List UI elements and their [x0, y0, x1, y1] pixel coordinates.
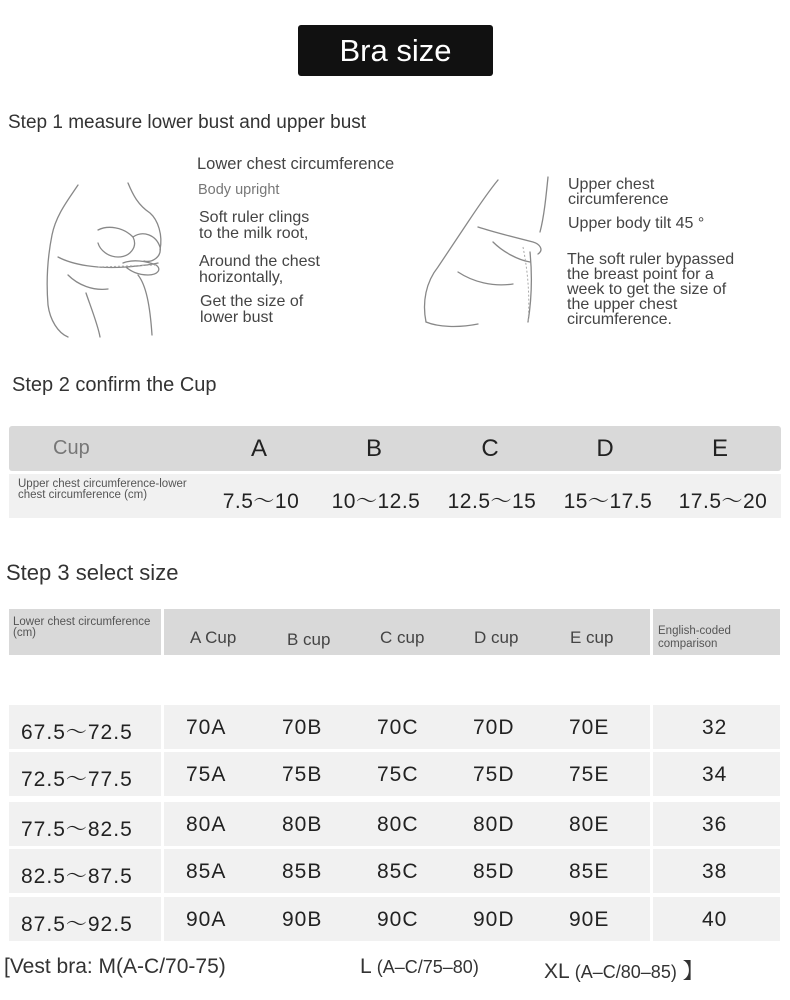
- lower-subtitle: Body upright: [198, 182, 280, 198]
- size-header-col0: [9, 609, 161, 655]
- upper-title-a: Upper chest: [568, 176, 655, 193]
- lower-line3b: lower bust: [200, 309, 273, 326]
- upper-desc-b: the breast point for a: [567, 266, 714, 283]
- vest-size-xl-range: (A–C/80–85): [574, 962, 677, 982]
- row-code: 38: [702, 860, 728, 883]
- row-range: 77.5～82.5: [21, 818, 133, 841]
- upper-desc-d: the upper chest: [567, 296, 678, 313]
- vest-size-xl: [544, 955, 704, 985]
- size-header-code: [653, 609, 780, 655]
- row-size-b: 75B: [282, 763, 323, 786]
- lower-line1a: Soft ruler clings: [199, 209, 310, 226]
- b-cup-header: B cup: [287, 630, 331, 649]
- row-size-b: 80B: [282, 813, 323, 836]
- cup-range-row: [9, 474, 781, 518]
- row-size-e: 90E: [569, 908, 610, 931]
- upper-title-b: circumference: [568, 191, 669, 208]
- size-row: [9, 705, 781, 749]
- cup-e-header: E: [711, 435, 728, 462]
- row-size-d: 70D: [473, 716, 515, 739]
- row-size-c: 85C: [377, 860, 419, 883]
- english-coded-a: English-coded: [658, 625, 731, 637]
- row-size-d: 80D: [473, 813, 515, 836]
- row-size-b: 85B: [282, 860, 323, 883]
- step1-heading: Step 1 measure lower bust and upper bust: [8, 112, 367, 133]
- upper-bust-illustration: [418, 172, 568, 332]
- row-size-a: 70A: [186, 716, 227, 739]
- lower-title: Lower chest circumference: [197, 155, 395, 173]
- range-d: 15～17.5: [563, 490, 653, 513]
- row-code: 34: [702, 763, 728, 786]
- row-range: 87.5～92.5: [21, 913, 133, 936]
- upper-desc-c: week to get the size of: [567, 281, 727, 298]
- vest-size-l: [360, 955, 479, 979]
- lower-circ-label-b: (cm): [13, 627, 36, 639]
- row-range: 72.5～77.5: [21, 768, 133, 791]
- page-title: Bra size: [298, 25, 493, 76]
- size-row: [9, 752, 781, 796]
- c-cup-header: C cup: [380, 628, 425, 647]
- vest-size-l-range: (A–C/75–80): [376, 957, 479, 977]
- range-label-a: Upper chest circumference-lower: [18, 478, 187, 490]
- cup-a-header: A: [250, 435, 267, 462]
- upper-tilt: Upper body tilt 45 °: [568, 215, 705, 232]
- english-coded-b: comparison: [658, 638, 718, 650]
- lower-line2b: horizontally,: [199, 269, 284, 286]
- vest-size-l-label: L: [360, 955, 371, 978]
- row-size-a: 85A: [186, 860, 227, 883]
- cup-d-header: D: [596, 435, 614, 462]
- row-size-e: 80E: [569, 813, 610, 836]
- row-size-c: 70C: [377, 716, 419, 739]
- e-cup-header: E cup: [570, 628, 614, 647]
- row-range: 67.5～72.5: [21, 721, 133, 744]
- row-size-a: 90A: [186, 908, 227, 931]
- row-size-c: 80C: [377, 813, 419, 836]
- row-size-b: 90B: [282, 908, 323, 931]
- row-size-c: 90C: [377, 908, 419, 931]
- size-row: [9, 802, 781, 846]
- upper-desc-e: circumference.: [567, 311, 672, 328]
- row-size-a: 75A: [186, 763, 227, 786]
- cup-c-header: C: [481, 435, 499, 462]
- step3-heading: Step 3 select size: [6, 560, 179, 585]
- row-size-e: 85E: [569, 860, 610, 883]
- row-code: 36: [702, 813, 728, 836]
- range-e: 17.5～20: [678, 490, 768, 513]
- closing-bracket: 】: [682, 960, 704, 983]
- vest-bra-note: [Vest bra: M(A-C/70-75): [4, 955, 226, 978]
- row-code: 40: [702, 908, 728, 931]
- row-size-e: 70E: [569, 716, 610, 739]
- range-a: 7.5～10: [222, 490, 300, 513]
- range-label: [18, 479, 218, 501]
- upper-desc-a: The soft ruler bypassed: [567, 251, 735, 268]
- d-cup-header: D cup: [474, 628, 519, 647]
- row-size-d: 85D: [473, 860, 515, 883]
- row-size-d: 90D: [473, 908, 515, 931]
- lower-line2a: Around the chest: [199, 253, 320, 270]
- size-row: [9, 897, 781, 941]
- a-cup-header: A Cup: [190, 628, 237, 647]
- lower-line1b: to the milk root,: [199, 225, 309, 242]
- lower-line3a: Get the size of: [200, 293, 304, 310]
- cup-header-row: [9, 426, 781, 471]
- step2-heading: Step 2 confirm the Cup: [12, 374, 217, 396]
- row-range: 82.5～87.5: [21, 865, 133, 888]
- row-code: 32: [702, 716, 728, 739]
- range-label-b: chest circumference (cm): [18, 489, 148, 501]
- row-size-e: 75E: [569, 763, 610, 786]
- size-row: [9, 849, 781, 893]
- lower-bust-illustration: [38, 175, 188, 340]
- lower-circ-label-a: Lower chest circumference: [13, 616, 151, 628]
- cup-label: Cup: [53, 437, 90, 459]
- row-size-b: 70B: [282, 716, 323, 739]
- range-c: 12.5～15: [447, 490, 537, 513]
- row-size-c: 75C: [377, 763, 419, 786]
- cup-b-header: B: [365, 435, 382, 462]
- range-b: 10～12.5: [331, 490, 421, 513]
- vest-size-xl-label: XL: [544, 960, 569, 983]
- row-size-a: 80A: [186, 813, 227, 836]
- row-size-d: 75D: [473, 763, 515, 786]
- size-header-cups: [164, 609, 650, 655]
